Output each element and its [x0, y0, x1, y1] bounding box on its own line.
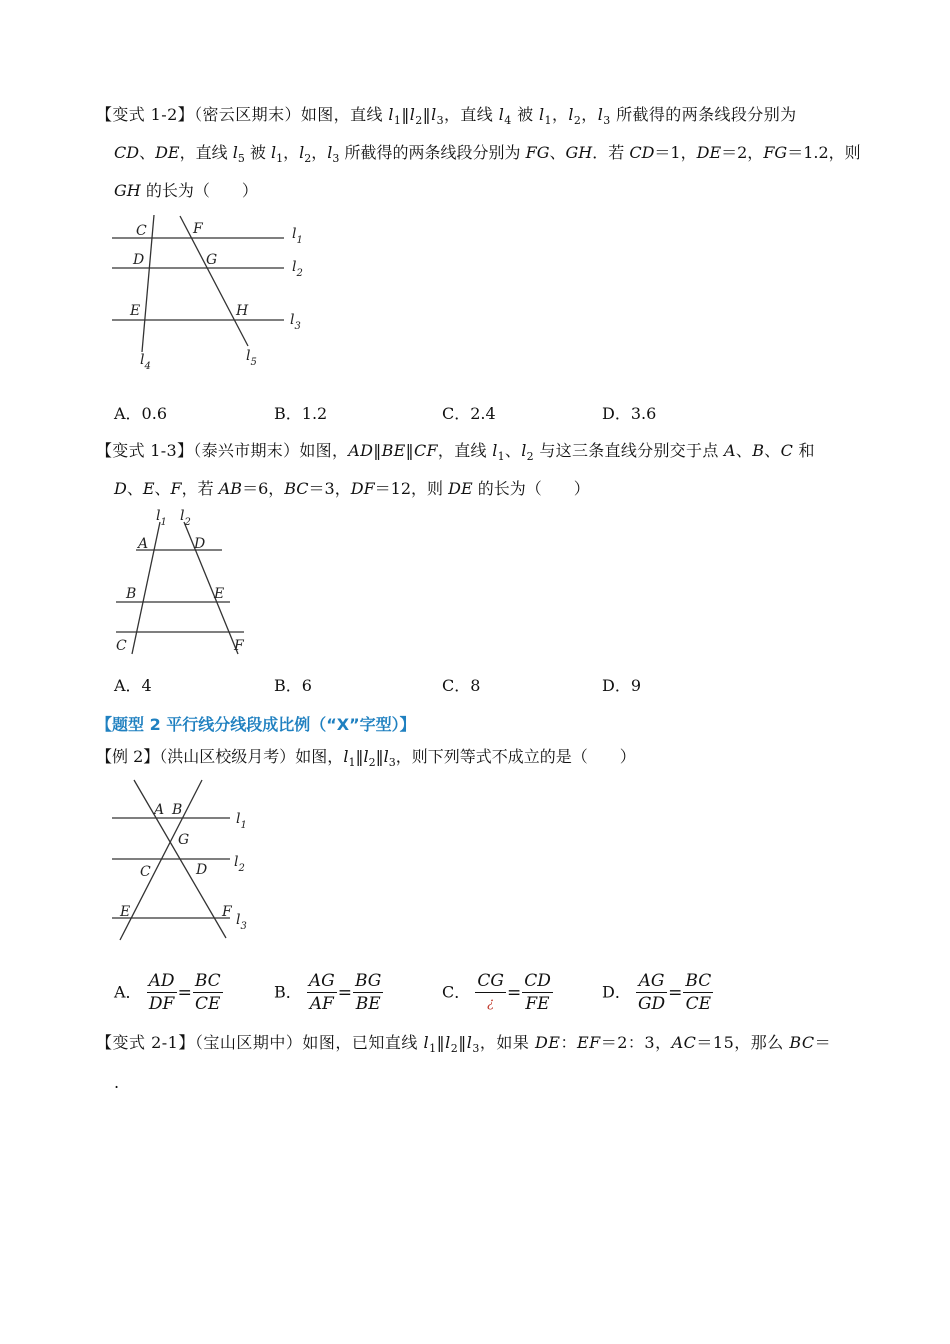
q2-line1: [96, 440, 815, 464]
fraction: [522, 970, 553, 1015]
option-letter: B．: [274, 982, 302, 1002]
sub: 2: [304, 152, 312, 165]
q2-var: A: [724, 441, 736, 460]
var-l: l: [423, 1033, 430, 1052]
point-label-h: H: [236, 303, 249, 319]
var-l: l: [492, 441, 498, 460]
q1-var: CD: [629, 143, 655, 162]
q2-text: ，若: [181, 479, 219, 498]
point-label-b: B: [172, 802, 183, 818]
point-label-d: D: [196, 862, 208, 878]
q2-source: （泰兴市期末）: [193, 441, 300, 460]
q3-source: （洪山区校级月考）: [159, 747, 296, 766]
line-label-l2: $l_2$: [234, 854, 245, 874]
parallel-sign: ‖: [355, 747, 364, 766]
q1-text: 所截得的两条线段分别为: [610, 105, 797, 124]
sub: 3: [332, 152, 340, 165]
denominator: DF: [148, 994, 175, 1014]
point-label-d: D: [194, 536, 206, 552]
var-l: l: [409, 105, 416, 124]
q2-var: AB: [218, 479, 243, 498]
q4-text: ：: [560, 1033, 577, 1052]
q4-line2: .: [114, 1073, 120, 1092]
denominator: CE: [685, 994, 712, 1014]
q4-var: BC: [789, 1033, 815, 1052]
sub: 1: [348, 756, 356, 769]
q1-option-a[interactable]: A．0.6: [114, 404, 168, 423]
fraction: [193, 970, 223, 1015]
denominator: GD: [637, 994, 666, 1014]
q4-text: ＝2：3，: [600, 1033, 672, 1052]
sub: 1: [544, 114, 552, 127]
point-label-f: F: [234, 638, 244, 654]
var-l: l: [271, 143, 277, 162]
q2-var: E: [142, 479, 155, 498]
line-label-l3: $l_3$: [236, 912, 247, 932]
parallel-sign: ‖: [405, 441, 414, 460]
equals-sign: =: [337, 982, 352, 1003]
q1-text: ，直线: [444, 105, 499, 124]
sub: 5: [237, 152, 245, 165]
numerator: BC: [194, 971, 221, 991]
q3-option-d[interactable]: [602, 970, 713, 1015]
q2-text: 的长为（ ）: [472, 479, 590, 498]
q3-option-a[interactable]: [114, 970, 223, 1015]
denominator: BE: [355, 994, 381, 1014]
q1-text: 被: [244, 143, 272, 162]
equals-sign: =: [506, 982, 522, 1003]
q2-text: 与这三条直线分别交于点: [533, 441, 725, 460]
parallel-sign: ‖: [401, 105, 410, 124]
q2-var: DE: [448, 479, 473, 498]
sub: 1: [429, 1042, 437, 1055]
var-l: l: [363, 747, 369, 766]
sub: 3: [472, 1042, 480, 1055]
numerator: AG: [308, 971, 335, 991]
parallel-sign: ‖: [422, 105, 432, 124]
line-label-l3: $l_3$: [290, 312, 301, 332]
parallel-sign: ‖: [373, 441, 382, 460]
q4-line1: [96, 1032, 831, 1056]
var-l: l: [568, 105, 574, 124]
q1-option-d[interactable]: D．3.6: [602, 404, 657, 423]
q3-text: 如图，: [295, 747, 344, 766]
numerator: AG: [636, 970, 667, 993]
q1-line3: [114, 180, 258, 202]
q1-var: FG: [763, 143, 788, 162]
line-label-l1: $l_1$: [292, 226, 303, 246]
q2-text: 、: [735, 441, 753, 460]
numerator: CG: [477, 971, 504, 991]
point-label-d: D: [133, 252, 145, 268]
q1-text: 的长为（ ）: [140, 181, 258, 200]
point-label-f: F: [222, 904, 232, 920]
q2-text: 和: [793, 441, 815, 460]
q2-tag: 【变式 1-3】: [96, 441, 194, 460]
q1-option-c[interactable]: C．2.4: [442, 404, 496, 423]
q4-source: （宝山区期中）: [194, 1033, 303, 1052]
q2-option-d[interactable]: D．9: [602, 676, 642, 695]
q2-text: 如图，: [299, 441, 349, 460]
q1-figure: [100, 212, 320, 377]
denominator: CE: [195, 994, 221, 1014]
equals-sign: =: [177, 982, 192, 1003]
dun: 、: [504, 441, 522, 460]
q2-text: ＝6，: [242, 479, 285, 498]
var-l: l: [597, 105, 604, 124]
line-label-l4: $l_4$: [140, 352, 151, 372]
section-heading: 【题型 2 平行线分线段成比例（“X”字型）】: [96, 715, 416, 734]
q1-text: 被: [511, 105, 539, 124]
q2-var: DF: [350, 479, 375, 498]
numerator: AD: [148, 971, 175, 991]
comma: ，: [581, 105, 598, 124]
point-label-e: E: [130, 303, 141, 319]
q4-var: DE: [534, 1033, 561, 1052]
point-label-a: A: [138, 536, 149, 552]
q1-text: ，直线: [179, 143, 233, 162]
line-label-l1: $l_1$: [156, 508, 167, 528]
q4-text: 如图，已知直线: [302, 1033, 424, 1052]
q2-option-a[interactable]: A．4: [114, 676, 152, 695]
var-l: l: [466, 1033, 473, 1052]
var-l: l: [232, 143, 238, 162]
q4-var: EF: [576, 1033, 601, 1052]
q2-text: ＝3，: [308, 479, 351, 498]
q4-tag: 【变式 2-1】: [96, 1033, 195, 1052]
q4-text: ，如果: [479, 1033, 535, 1052]
q2-option-c[interactable]: C．8: [442, 676, 481, 695]
sub: 3: [388, 756, 396, 769]
fraction: [683, 970, 713, 1015]
q1-text: ＝1.2，则: [787, 143, 861, 162]
q1-var: DE: [155, 143, 180, 162]
q1-var: CD: [114, 143, 140, 162]
q1-var: GH: [114, 181, 141, 200]
point-label-c: C: [140, 864, 151, 880]
sub: 2: [368, 756, 376, 769]
fraction: [636, 970, 667, 1015]
fraction: [353, 970, 383, 1015]
option-letter: C．: [442, 982, 471, 1002]
point-label-c: C: [116, 638, 127, 654]
q3-line1: [96, 746, 636, 770]
q3-option-c[interactable]: [442, 970, 553, 1015]
point-label-a: A: [154, 802, 165, 818]
numerator: CD: [524, 971, 551, 991]
var-l: l: [327, 143, 333, 162]
parallel-sign: ‖: [436, 1033, 446, 1052]
var-l: l: [445, 1033, 451, 1052]
sub: 2: [450, 1042, 459, 1055]
q4-text: ＝15，那么: [696, 1033, 790, 1052]
denominator: FE: [525, 994, 550, 1014]
q2-text: 、: [126, 479, 143, 498]
q2-var: BC: [284, 479, 309, 498]
sub: 3: [436, 114, 444, 127]
q1-tag: 【变式 1-2】: [96, 105, 195, 124]
q2-var: F: [170, 479, 182, 498]
option-letter: D．: [602, 982, 631, 1002]
numerator: BC: [685, 971, 712, 991]
sub: 1: [497, 450, 505, 463]
q3-text: ，则下列等式不成立的是（ ）: [395, 747, 636, 766]
point-label-e: E: [214, 586, 225, 602]
q2-text: ，直线: [437, 441, 493, 460]
comma: ，: [283, 143, 300, 162]
q3-option-b[interactable]: [274, 970, 383, 1015]
parallel-sign: ‖: [375, 747, 384, 766]
sub: 2: [415, 114, 423, 127]
var-l: l: [388, 105, 394, 124]
q3-figure: [106, 776, 266, 944]
q1-var: DE: [696, 143, 722, 162]
sub: 2: [573, 114, 582, 127]
q1-text: 如图，直线: [300, 105, 389, 124]
line-label-l1: $l_1$: [236, 811, 247, 831]
option-letter: A．: [114, 982, 142, 1002]
sub: 1: [276, 152, 284, 165]
denominator: AF: [309, 994, 334, 1014]
q1-text: 、: [549, 143, 566, 162]
var-l: l: [498, 105, 505, 124]
sub: 1: [393, 114, 402, 127]
point-label-c: C: [136, 223, 147, 239]
point-label-g: G: [178, 832, 190, 848]
fraction: [475, 970, 506, 1015]
q2-option-b[interactable]: B．6: [274, 676, 312, 695]
q1-text: ．若: [592, 143, 630, 162]
q1-source: （密云区期末）: [194, 105, 301, 124]
line-label-l2: $l_2$: [292, 259, 303, 279]
parallel-sign: ‖: [458, 1033, 467, 1052]
q1-line2: [114, 142, 861, 166]
q2-var: BE: [381, 441, 406, 460]
numerator: BG: [354, 971, 382, 991]
var-l: l: [539, 105, 545, 124]
point-label-g: G: [206, 252, 218, 268]
comma: ，: [311, 143, 328, 162]
q1-option-b[interactable]: B．1.2: [274, 404, 328, 423]
q1-text: ＝1，: [654, 143, 697, 162]
line-label-l5: $l_5$: [246, 348, 257, 368]
fraction: [147, 970, 177, 1015]
q4-var: AC: [671, 1033, 697, 1052]
q2-text: 、: [154, 479, 171, 498]
q2-var: CF: [413, 441, 438, 460]
var-l: l: [521, 441, 527, 460]
q2-line2: [114, 478, 590, 500]
q2-line-l2: [184, 522, 238, 654]
denominator: ¿: [487, 996, 495, 1011]
q2-var: C: [780, 441, 794, 460]
q1-var: GH: [565, 143, 593, 162]
sub: 2: [526, 450, 534, 463]
q1-text: ＝2，: [721, 143, 764, 162]
q4-text: ＝: [814, 1033, 832, 1052]
q1-line-l5: [180, 216, 248, 346]
point-label-f: F: [193, 221, 203, 237]
q2-figure: [108, 508, 268, 658]
var-l: l: [431, 105, 437, 124]
comma: ，: [551, 105, 569, 124]
q1-line1: [96, 104, 797, 128]
var-l: l: [299, 143, 305, 162]
q2-text: ＝12，则: [374, 479, 449, 498]
q1-var: FG: [525, 143, 550, 162]
sub: 4: [504, 114, 512, 127]
q3-tag: 【例 2】: [96, 747, 160, 766]
var-l: l: [343, 747, 349, 766]
q2-text: 、: [764, 441, 781, 460]
q1-text: 所截得的两条线段分别为: [339, 143, 526, 162]
sub: 3: [603, 114, 611, 127]
equals-sign: =: [668, 982, 683, 1003]
q2-var: D: [114, 479, 127, 498]
q1-text: 、: [139, 143, 156, 162]
line-label-l2: $l_2$: [180, 508, 191, 528]
point-label-e: E: [120, 904, 131, 920]
var-l: l: [383, 747, 389, 766]
fraction: [307, 970, 337, 1015]
point-label-b: B: [126, 586, 137, 602]
q2-var: AD: [348, 441, 374, 460]
q2-var: B: [752, 441, 765, 460]
